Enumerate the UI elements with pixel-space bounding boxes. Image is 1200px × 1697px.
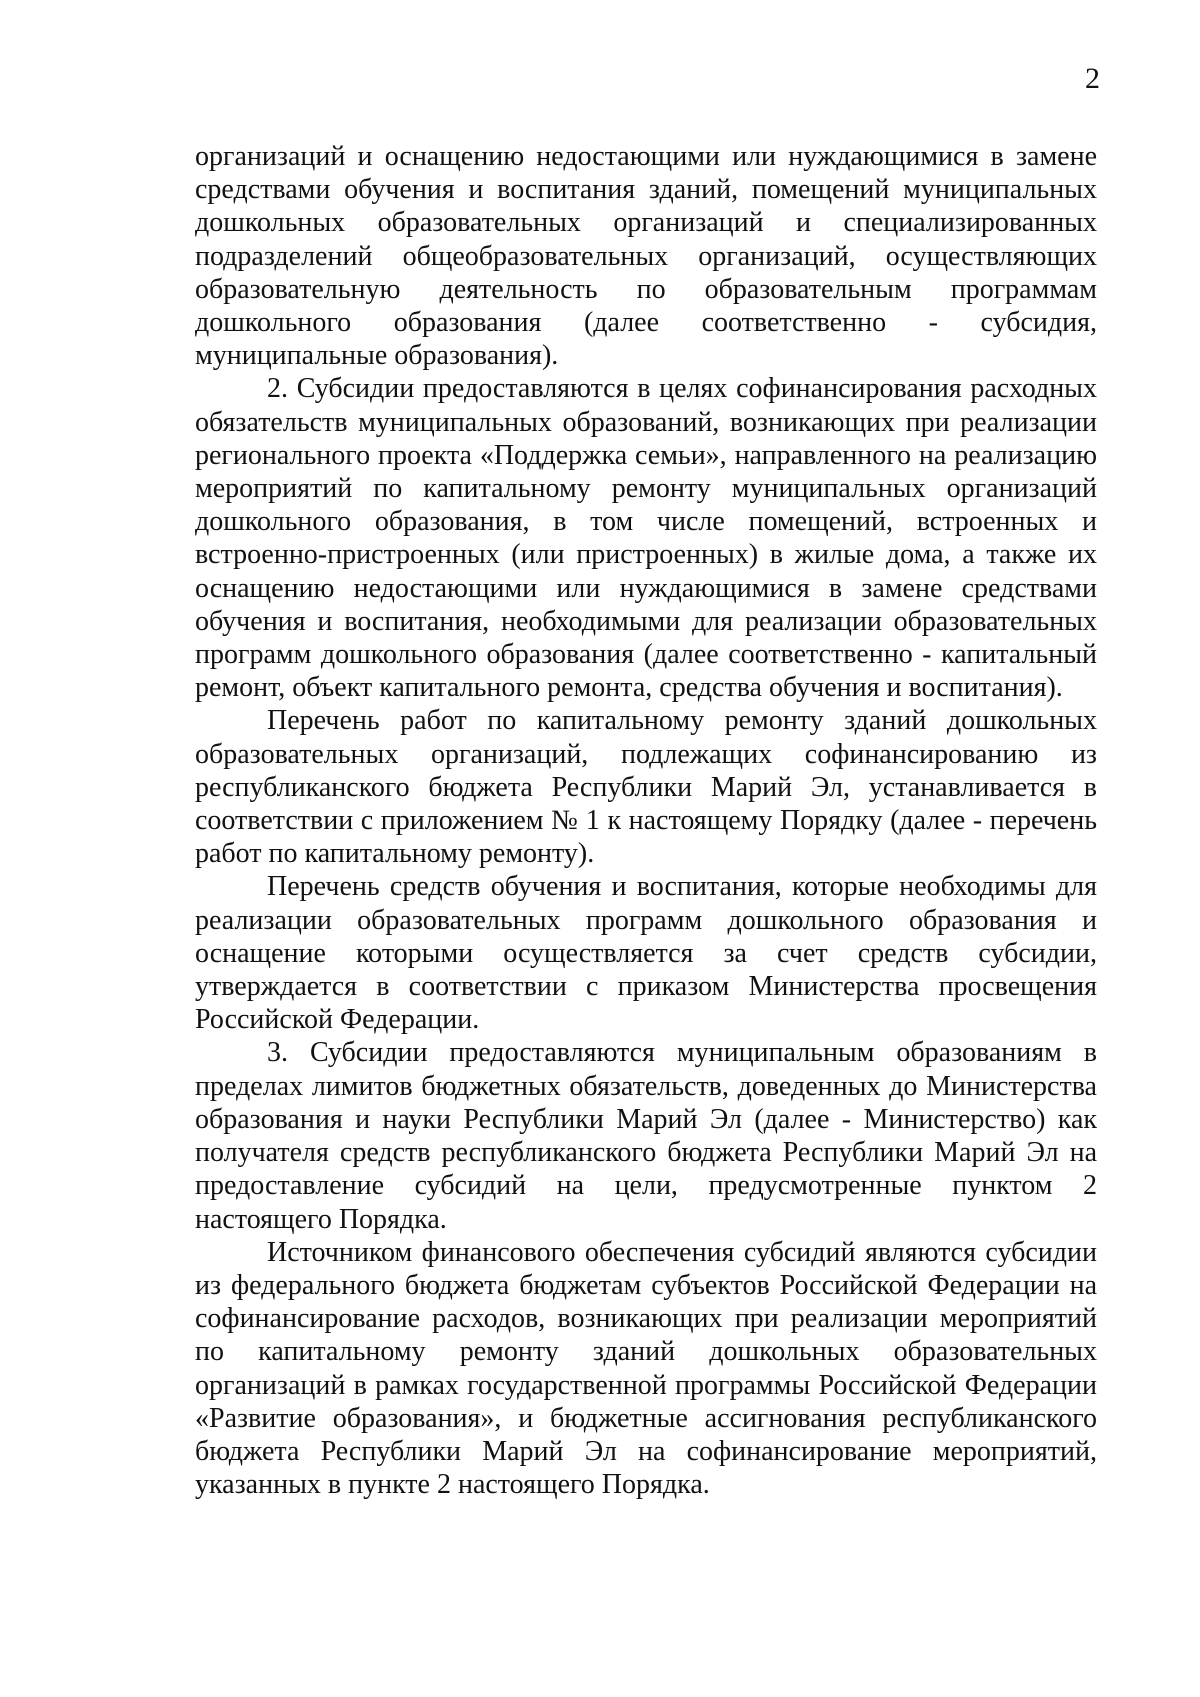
paragraph-repair-works-list: Перечень работ по капитальному ремонту зданий дошкольных образовательных организаций, подлежащих софинансированию из республиканского бюджета Республики Марий Эл, устанавливается в соответствии с приложением № 1 к настоящему Порядку (далее - перечень работ по капитальному ремонту). (195, 705, 1097, 870)
paragraph-funding-source: Источником финансового обеспечения субсидий являются субсидии из федерального бюджета бюджетам субъектов Российской Федерации на софинансирование расходов, возникающих при реализации мероприятий по капитальному ремонту зданий дошкольных образовательных организаций в рамках государственной программы Российской Федерации «Развитие образования», и бюджетные ассигнования республиканского бюджета Республики Марий Эл на софинансирование мероприятий, указанных в пункте 2 настоящего Порядка. (195, 1236, 1097, 1501)
page-number: 2 (1085, 62, 1100, 95)
paragraph-item-2: 2. Субсидии предоставляются в целях софинансирования расходных обязательств муниципальных образований, возникающих при реализации регионального проекта «Поддержка семьи», направленного на реализацию мероприятий по капитальному ремонту муниципальных организаций дошкольного образования, в том числе помещений, встроенных и встроенно-пристроенных (или пристроенных) в жилые дома, а также их оснащению недостающими или нуждающимися в замене средствами обучения и воспитания, необходимыми для реализации образовательных программ дошкольного образования (далее соответственно - капитальный ремонт, объект капитального ремонта, средства обучения и воспитания). (195, 373, 1097, 704)
paragraph-item-3: 3. Субсидии предоставляются муниципальным образованиям в пределах лимитов бюджетных обязательств, доведенных до Министерства образования и науки Республики Марий Эл (далее - Министерство) как получателя средств республиканского бюджета Республики Марий Эл на предоставление субсидий на цели, предусмотренные пунктом 2 настоящего Порядка. (195, 1037, 1097, 1235)
document-body (195, 140, 1097, 1501)
paragraph-continuation: организаций и оснащению недостающими или нуждающимися в замене средствами обучения и воспитания зданий, помещений муниципальных дошкольных образовательных организаций и специализированных подразделений общеобразовательных организаций, осуществляющих образовательную деятельность по образовательным программам дошкольного образования (далее соответственно - субсидия, муниципальные образования). (195, 141, 1097, 372)
paragraph-education-means-list: Перечень средств обучения и воспитания, которые необходимы для реализации образовательных программ дошкольного образования и оснащение которыми осуществляется за счет средств субсидии, утверждается в соответствии с приказом Министерства просвещения Российской Федерации. (195, 871, 1097, 1036)
